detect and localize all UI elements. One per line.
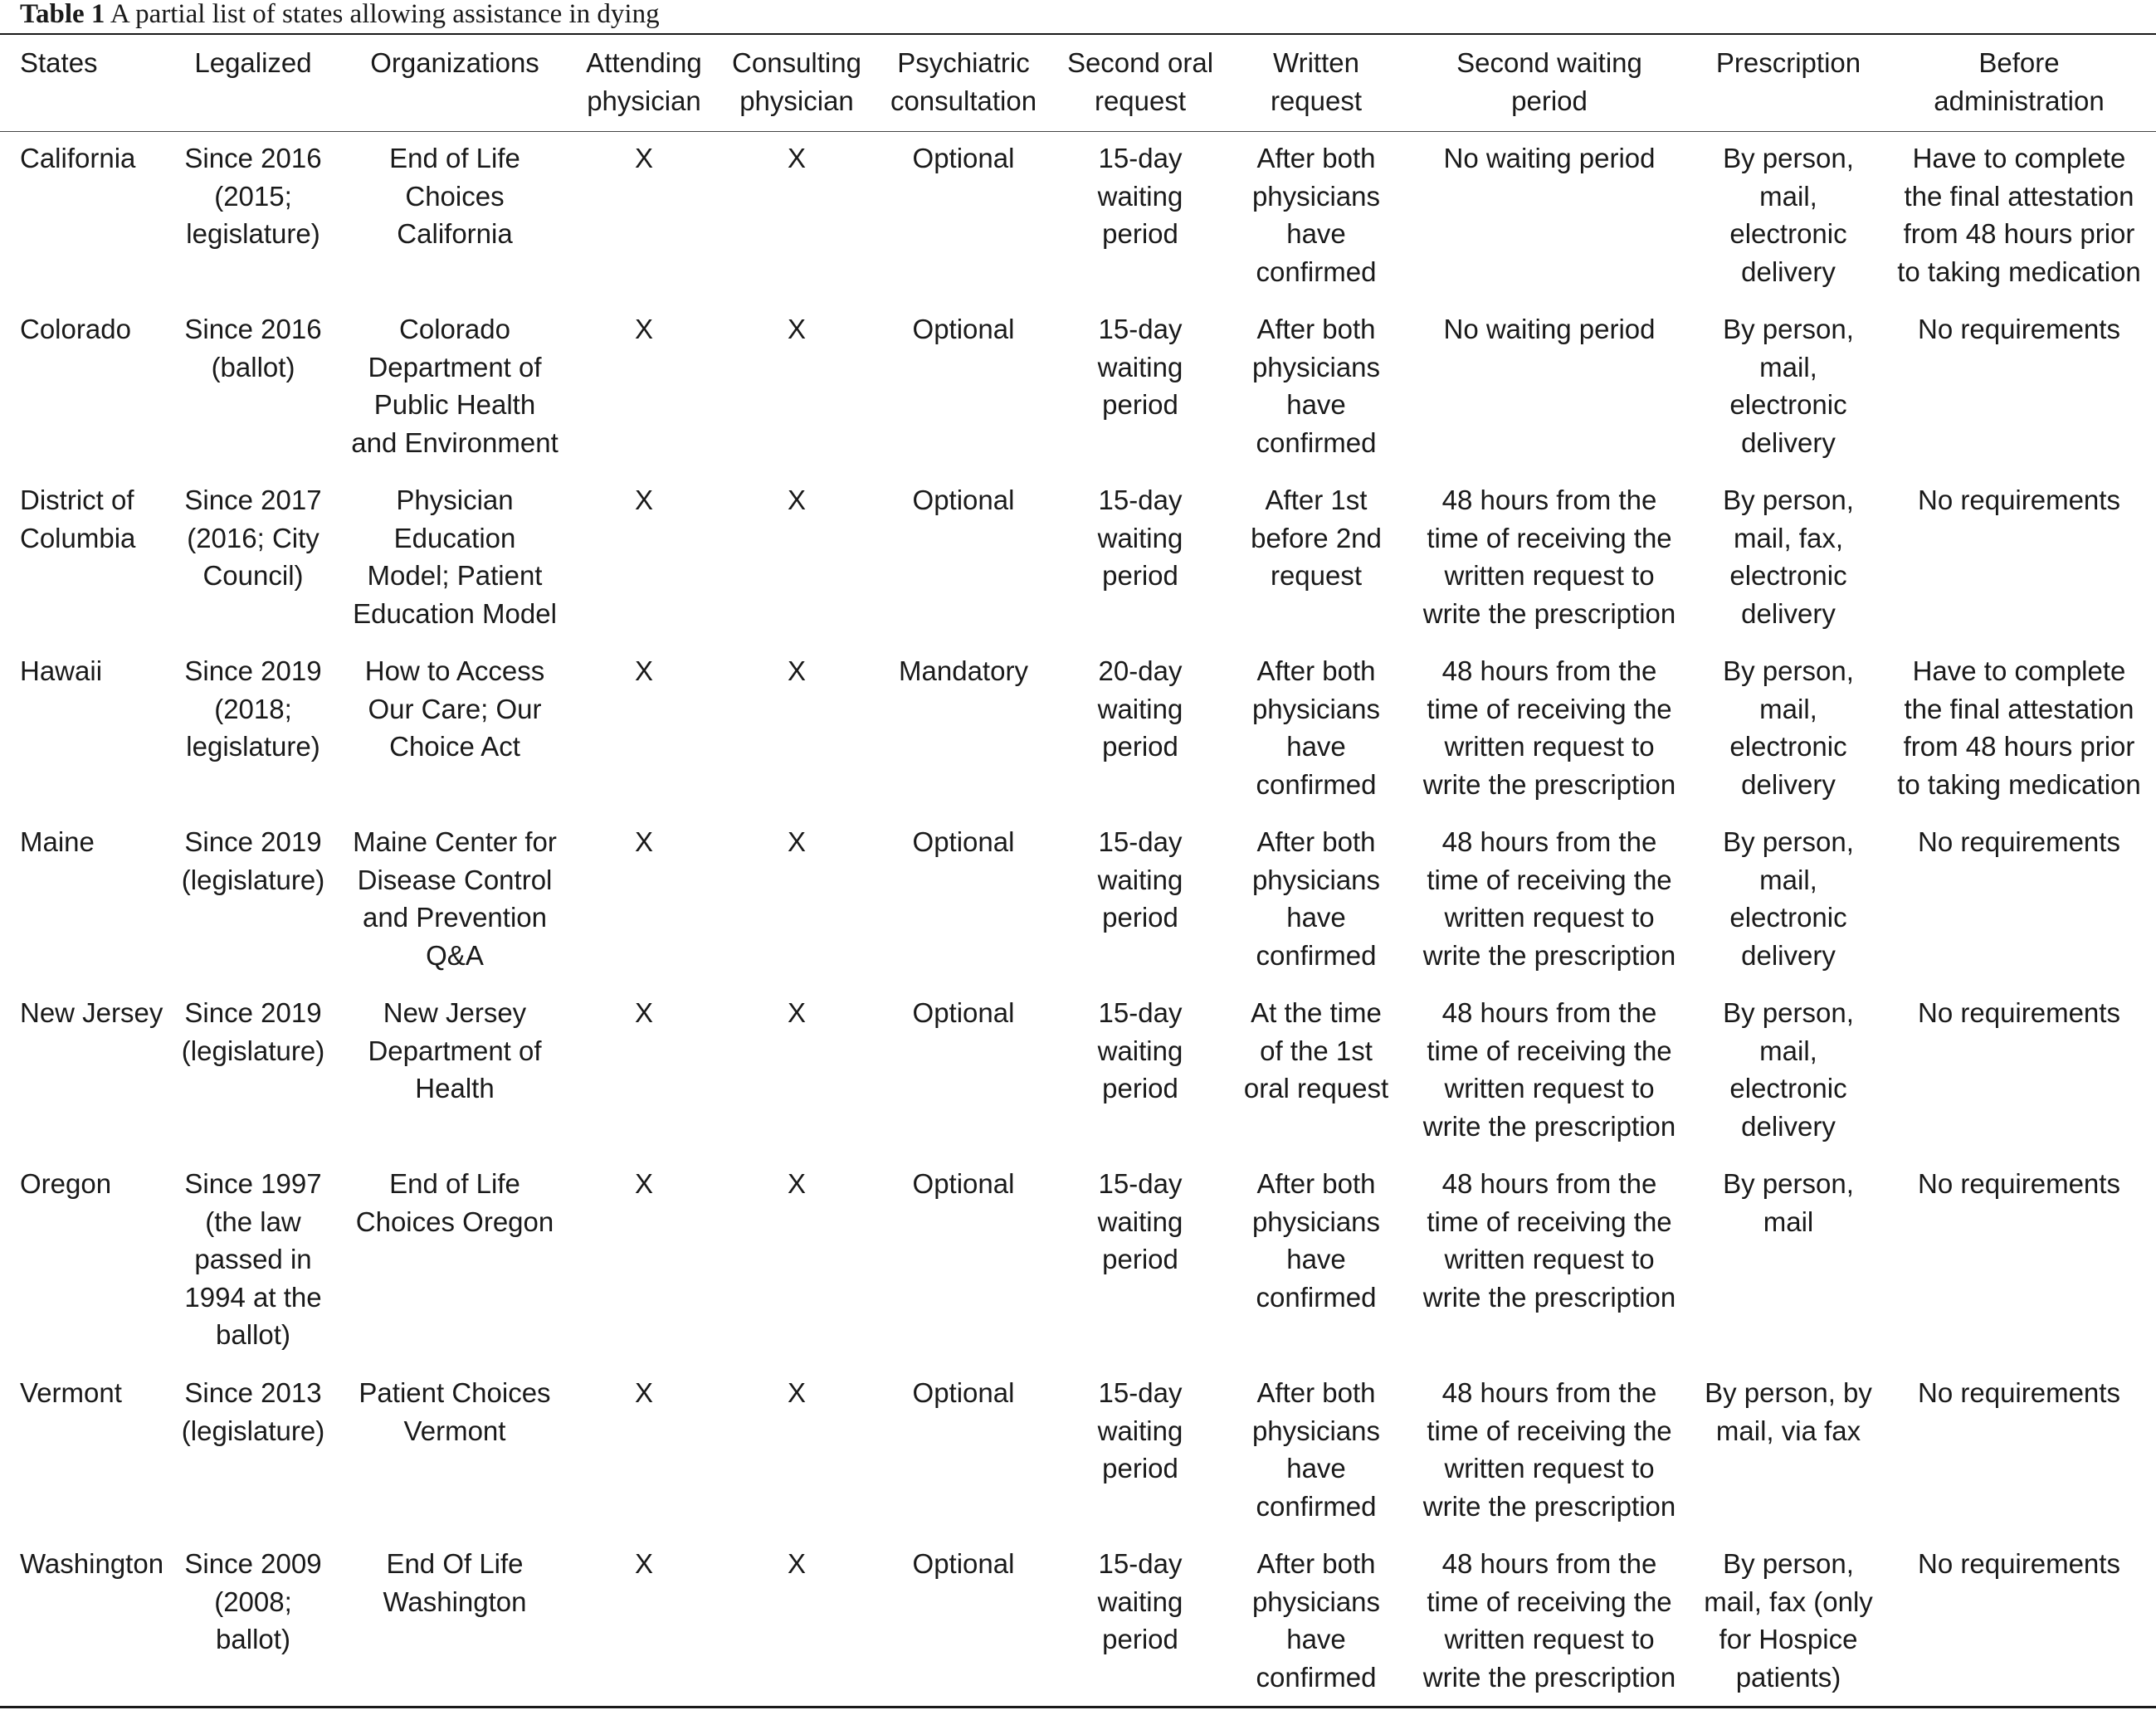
column-header: Attending physician — [586, 47, 702, 116]
table-cell: X — [634, 1548, 653, 1579]
table-cell: X — [634, 997, 653, 1028]
table-cell: End Of Life Washington — [383, 1548, 527, 1617]
table-cell: X — [634, 655, 653, 686]
table-cell: By person, mail, electronic delivery — [1723, 655, 1854, 800]
table-cell: By person, by mail, via fax — [1705, 1377, 1872, 1446]
table-cell: After 1st before 2nd request — [1251, 485, 1382, 591]
table-cell: 15-day waiting period — [1097, 1377, 1183, 1483]
table-cell: Since 2009 (2008; ballot) — [184, 1548, 322, 1654]
table-cell: Colorado Department of Public Health and Environment — [351, 314, 559, 458]
table-cell: Since 2019 (2018; legislature) — [184, 655, 322, 762]
table-cell: X — [634, 314, 653, 344]
table-cell: After both physicians have confirmed — [1251, 314, 1381, 458]
table-cell: No requirements — [1918, 826, 2120, 857]
table-cell: After both physicians have confirmed — [1251, 1168, 1381, 1313]
table-cell: 15-day waiting period — [1097, 485, 1183, 591]
table-cell: After both physicians have confirmed — [1251, 143, 1381, 287]
table-cell: No requirements — [1918, 1548, 2120, 1579]
table-cell: Patient Choices Vermont — [359, 1377, 551, 1446]
table-cell: Optional — [912, 1377, 1015, 1408]
row-state-name: Colorado — [20, 314, 131, 344]
table-cell: Since 2017 (2016; City Council) — [184, 485, 322, 591]
table-cell: End of Life Choices Oregon — [355, 1168, 554, 1237]
table-cell: Have to complete the final attestation from 48 hours prior to taking medication — [1897, 655, 2141, 800]
table-caption-label: Table 1 — [20, 0, 105, 29]
table-cell: 15-day waiting period — [1097, 143, 1183, 249]
table-cell: By person, mail — [1723, 1168, 1854, 1237]
table-cell: How to Access Our Care; Our Choice Act — [364, 655, 545, 762]
table-cell: 15-day waiting period — [1097, 314, 1183, 420]
table-cell: X — [787, 143, 806, 173]
table-cell: 15-day waiting period — [1097, 997, 1183, 1103]
row-state-name: California — [20, 143, 136, 173]
table-cell: By person, mail, fax, electronic delivery — [1723, 485, 1854, 629]
row-state-name: Hawaii — [20, 655, 103, 686]
table-cell: New Jersey Department of Health — [368, 997, 542, 1103]
column-header: Second oral request — [1066, 47, 1214, 116]
table-cell: By person, mail, electronic delivery — [1723, 826, 1854, 971]
table-cell: By person, mail, electronic delivery — [1723, 997, 1854, 1142]
table-cell: Have to complete the final attestation from 48 hours prior to taking medication — [1897, 143, 2141, 287]
column-header: Psychiatric consultation — [890, 47, 1037, 116]
table-cell: X — [787, 1168, 806, 1199]
row-state-name: Maine — [20, 826, 95, 857]
table-cell: By person, mail, electronic delivery — [1723, 143, 1854, 287]
table-cell: After both physicians have confirmed — [1251, 1548, 1381, 1693]
table-cell: 20-day waiting period — [1097, 655, 1183, 762]
table-cell: Since 2013 (legislature) — [181, 1377, 325, 1446]
table-cell: Optional — [912, 826, 1015, 857]
table-cell: No requirements — [1918, 997, 2120, 1028]
table-cell: Mandatory — [899, 655, 1028, 686]
table-cell: X — [634, 1377, 653, 1408]
table-cell: 48 hours from the time of receiving the written request to write the prescription — [1422, 1548, 1676, 1693]
table-cell: Since 2019 (legislature) — [181, 826, 325, 895]
table-cell: 15-day waiting period — [1097, 1168, 1183, 1274]
table-cell: No requirements — [1918, 485, 2120, 515]
table-caption-text: A partial list of states allowing assistance in dying — [110, 0, 660, 29]
table-cell: Optional — [912, 485, 1015, 515]
table-cell: Maine Center for Disease Control and Prevention Q&A — [353, 826, 557, 971]
table-cell: Optional — [912, 1548, 1015, 1579]
column-header: Written request — [1270, 47, 1363, 116]
row-state-name: Vermont — [20, 1377, 122, 1408]
table-cell: No requirements — [1918, 314, 2120, 344]
table-cell: X — [634, 485, 653, 515]
table-cell: No waiting period — [1443, 314, 1656, 344]
row-state-name: New Jersey — [20, 997, 163, 1028]
table-cell: 48 hours from the time of receiving the written request to write the prescription — [1422, 997, 1676, 1142]
table-cell: By person, mail, fax (only for Hospice patients) — [1704, 1548, 1873, 1693]
row-state-name: Oregon — [20, 1168, 112, 1199]
table-cell: 15-day waiting period — [1097, 826, 1183, 933]
column-header: Before administration — [1934, 47, 2105, 116]
column-header: Organizations — [370, 47, 539, 78]
table-cell: Optional — [912, 1168, 1015, 1199]
table-cell: X — [634, 1168, 653, 1199]
table-cell: X — [787, 1377, 806, 1408]
table-cell: X — [787, 655, 806, 686]
table-cell: Optional — [912, 997, 1015, 1028]
column-header: Second waiting period — [1456, 47, 1642, 116]
table-cell: X — [787, 1548, 806, 1579]
table-cell: 48 hours from the time of receiving the written request to write the prescription — [1422, 1377, 1676, 1522]
table-cell: 15-day waiting period — [1097, 1548, 1183, 1654]
table-cell: X — [787, 314, 806, 344]
table-cell: No waiting period — [1443, 143, 1656, 173]
table-cell: 48 hours from the time of receiving the written request to write the prescription — [1422, 485, 1676, 629]
table-cell: Optional — [912, 143, 1015, 173]
table-cell: Since 2016 (2015; legislature) — [184, 143, 322, 249]
table-cell: 48 hours from the time of receiving the written request to write the prescription — [1422, 826, 1676, 971]
column-header: Legalized — [194, 47, 312, 78]
row-state-name: District of Columbia — [20, 485, 136, 553]
table-cell: 48 hours from the time of receiving the written request to write the prescription — [1422, 655, 1676, 800]
table-cell: After both physicians have confirmed — [1251, 826, 1381, 971]
table-cell: No requirements — [1918, 1168, 2120, 1199]
table-cell: Optional — [912, 314, 1015, 344]
table-cell: After both physicians have confirmed — [1251, 655, 1381, 800]
table-cell: X — [787, 826, 806, 857]
table-cell: X — [787, 997, 806, 1028]
table-cell: 48 hours from the time of receiving the written request to write the prescription — [1422, 1168, 1676, 1313]
table-cell: X — [634, 826, 653, 857]
table-cell: Since 2019 (legislature) — [181, 997, 325, 1066]
table-cell: No requirements — [1918, 1377, 2120, 1408]
table-cell: End of Life Choices California — [389, 143, 520, 249]
table-cell: At the time of the 1st oral request — [1243, 997, 1389, 1103]
column-header: States — [20, 47, 98, 78]
table-cell: Physician Education Model; Patient Education Model — [353, 485, 557, 629]
column-header: Prescription — [1715, 47, 1861, 78]
table-cell: After both physicians have confirmed — [1251, 1377, 1381, 1522]
table-cell: Since 2016 (ballot) — [184, 314, 322, 382]
table-cell: Since 1997 (the law passed in 1994 at the ballot) — [184, 1168, 322, 1350]
table-cell: X — [787, 485, 806, 515]
row-state-name: Washington — [20, 1548, 164, 1579]
table-cell: By person, mail, electronic delivery — [1723, 314, 1854, 458]
table-cell: X — [634, 143, 653, 173]
column-header: Consulting physician — [732, 47, 861, 116]
